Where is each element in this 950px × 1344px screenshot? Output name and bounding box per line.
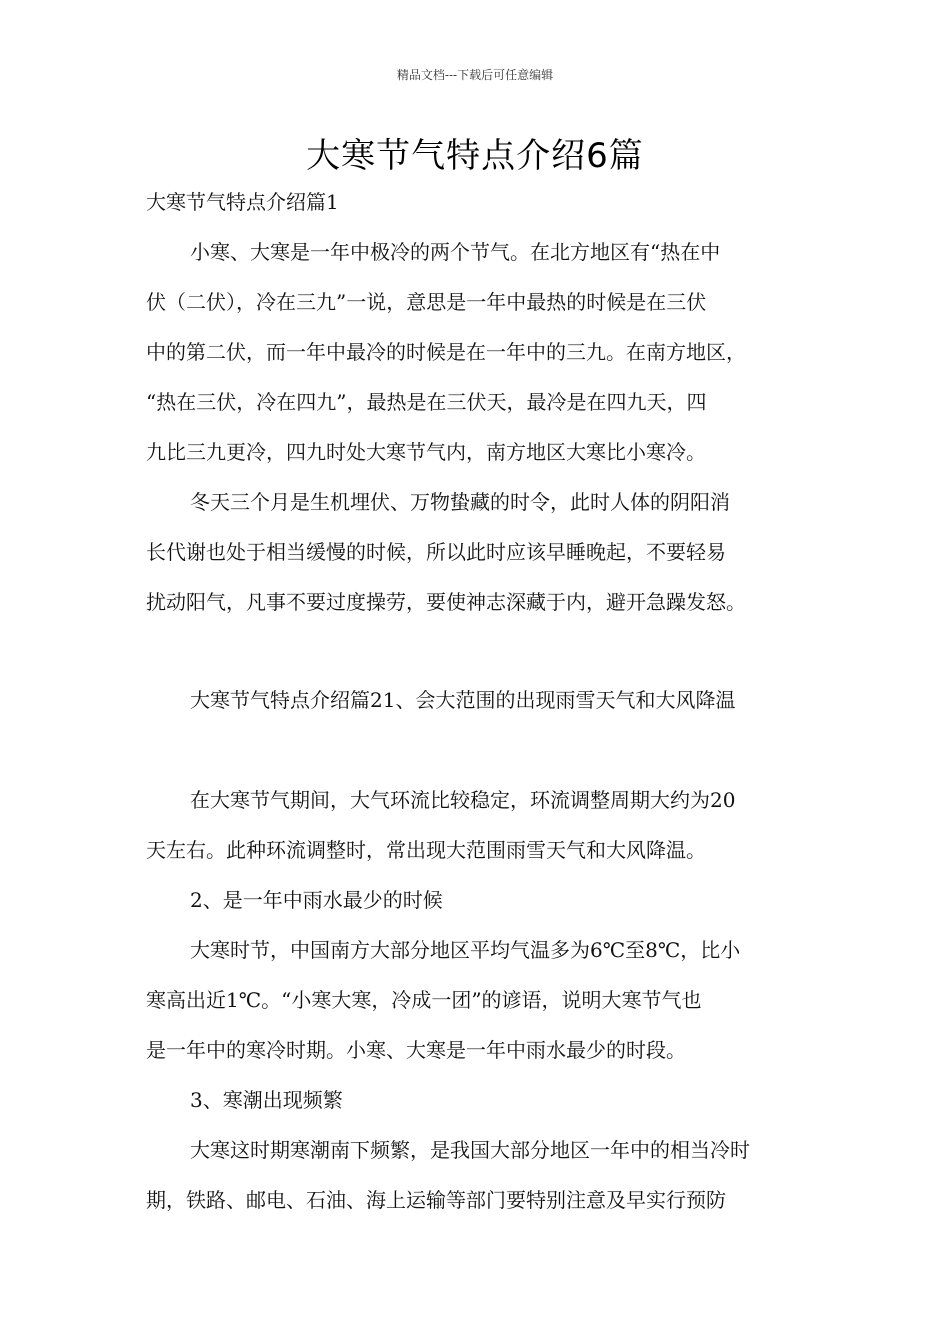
page-header-note: 精品文档---下载后可任意编辑 [396,68,554,82]
paragraph-line: 寒高出近1℃。“小寒大寒，冷成一团”的谚语，说明大寒节气也 [146,988,702,1012]
paragraph-line: 冬天三个月是生机埋伏、万物蛰藏的时令，此时人体的阴阳消 [190,490,730,514]
paragraph-line: 中的第二伏，而一年中最冷的时候是在一年中的三九。在南方地区， [146,340,746,364]
paragraph-line: 伏（二伏），冷在三九”一说，意思是一年中最热的时候是在三伏 [146,290,707,314]
paragraph-line: 大寒时节，中国南方大部分地区平均气温多为6℃至8℃，比小 [190,938,741,962]
paragraph-line: 期，铁路、邮电、石油、海上运输等部门要特别注意及早实行预防 [146,1188,726,1212]
document-title: 大寒节气特点介绍6篇 [306,136,644,176]
subheading: 3、寒潮出现频繁 [190,1088,343,1112]
subheading: 2、是一年中雨水最少的时候 [190,888,443,912]
paragraph-line: “热在三伏，冷在四九”，最热是在三伏天，最冷是在四九天，四 [146,390,707,414]
paragraph-line: 天左右。此种环流调整时，常出现大范围雨雪天气和大风降温。 [146,838,706,862]
section-heading-2: 大寒节气特点介绍篇21、会大范围的出现雨雪天气和大风降温 [190,688,736,712]
paragraph-line: 九比三九更冷，四九时处大寒节气内，南方地区大寒比小寒冷。 [146,440,706,464]
paragraph-line: 扰动阳气，凡事不要过度操劳，要使神志深藏于内，避开急躁发怒。 [146,590,746,614]
paragraph-line: 在大寒节气期间，大气环流比较稳定，环流调整周期大约为20 [190,788,736,812]
paragraph-line: 大寒这时期寒潮南下频繁，是我国大部分地区一年中的相当冷时 [190,1138,750,1162]
paragraph-line: 是一年中的寒冷时期。小寒、大寒是一年中雨水最少的时段。 [146,1038,686,1062]
section-heading-1: 大寒节气特点介绍篇1 [146,190,339,214]
paragraph-line: 长代谢也处于相当缓慢的时候，所以此时应该早睡晚起，不要轻易 [146,540,726,564]
paragraph-line: 小寒、大寒是一年中极冷的两个节气。在北方地区有“热在中 [190,240,721,264]
